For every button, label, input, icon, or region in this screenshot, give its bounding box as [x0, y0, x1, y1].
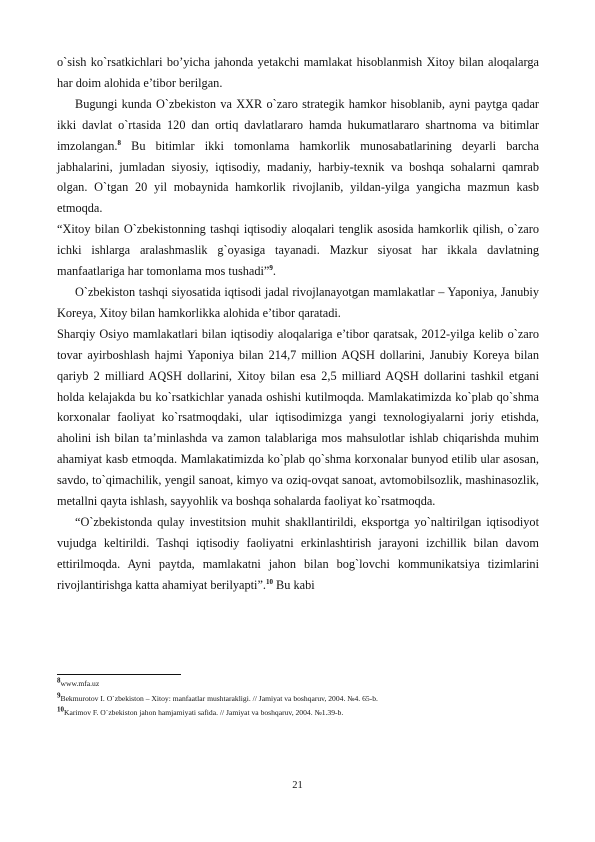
paragraph: “Xitoy bilan O`zbekistonning tashqi iqtisodiy aloqalari tenglik asosida hamkorlik qilish, o`zaro ichki ishlarga aralashmaslik g`oyasiga tayanadi. Mazkur siyosat har ikkala davlatning manfaatlariga har tomonlama mos tushadi”$^9$.	[57, 222, 539, 279]
paragraph: Sharqiy Osiyo mamlakatlari bilan iqtisodiy aloqalariga e’tibor qaratsak, 2012-yilga kelib o`zaro tovar ayirboshlash hajmi Yaponiya bilan 214,7 million AQSH dollarini, Janubiy Koreya bilan qariyb 2 milliard AQSH dollarini, Xitoy bilan esa 2,5 milliard AQSH dollarini tashkil etgani holda kelajakda bu ko`rsatkichlar yanada oshishi kutilmoqda. Mamlakatimizda ko`plab qo`shma korxonalar faoliyat ko`rsatmoqdaki, ular iqtisodimizga yangi texnologiyalarni joriy etishda, aholini ish bilan ta’minlashda va zamon talablariga mos mahsulotlar ishlab chiqarishda muhim ahamiyat kasb etmoqda. Mamlakatimizda ko`plab qo`shma korxonalar bunyod etilib ular asosan, savdo, to`qimachilik, yengil sanoat, kimyo va oziq-ovqat sanoat, avtomobilsozlik, mashinasozlik, metallni qayta ishlash, sayyohlik va boshqa sohalarda faoliyat ko`rsatmoqda.	[57, 326, 539, 509]
paragraph: o`sish ko`rsatkichlari bo’yicha jahonda yetakchi mamlakat hisoblanmish Xitoy bilan aloqalarga har doim alohida e’tibor berilgan.	[57, 55, 539, 90]
paragraph: O`zbekiston tashqi siyosatida iqtisodi jadal rivojlanayotgan mamlakatlar – Yaponiya, Janubiy Koreya, Xitoy bilan hamkorlikka alohida e’tibor qaratadi.	[57, 284, 539, 320]
footnote-ref[interactable]: 10	[265, 577, 273, 586]
footnote: $^8$www.mfa.uz	[57, 676, 100, 688]
footnotes	[57, 677, 539, 721]
body-text	[57, 52, 539, 596]
paragraph: “O`zbekistonda qulay investitsion muhit shakllantirildi, eksportga yo`naltirilgan iqtisodiyot vujudga keltirildi. Tashqi iqtisodiy faoliyatni erkinlashtirish jarayoni izchillik bilan davom ettirilmoqda. Ayni paytda, mamlakatni jahon bilan bog`lovchi kommunikatsiya tizimlarini rivojlantirishga katta ahamiyat berilyapti”.$^{10}$ Bu kabi	[57, 514, 539, 592]
footnote-ref[interactable]: 8	[117, 138, 121, 147]
footnote-separator	[57, 674, 181, 675]
paragraph: Bugungi kunda O`zbekiston va XXR o`zaro strategik hamkor hisoblanib, ayni paytga qadar ikki davlat o`rtasida 120 dan ortiq davlatlararo hamda hukumatlararo shartnoma va bitimlar imzolangan.$^8$ Bu bitimlar ikki tomonlama hamkorlik munosabatlarining deyarli barcha jabhalarini, jumladan siyosiy, iqtisodiy, madaniy, harbiy-texnik va boshqa sohalarni qamrab olgan. O`tgan 20 yil mobaynida hamkorlik rivojlanib, yildan-yilga yangicha mazmun kasb etmoqda.	[57, 96, 539, 216]
footnote: $^{10}$Karimov F. O`zbekiston jahon hamjamiyati safida. // Jamiyat va boshqaruv, 2004. №1.39-b.	[57, 705, 344, 718]
page-number: 21	[292, 780, 303, 791]
footnote-ref[interactable]: 9	[269, 263, 273, 272]
footnote: $^9$Bekmurotov I. O`zbekiston – Xitoy: manfaatlar mushtarakligi. // Jamiyat va boshqaruv, 2004. №4. 65-b.	[57, 691, 378, 703]
footnote-link[interactable]: www.mfa.uz	[60, 679, 100, 688]
